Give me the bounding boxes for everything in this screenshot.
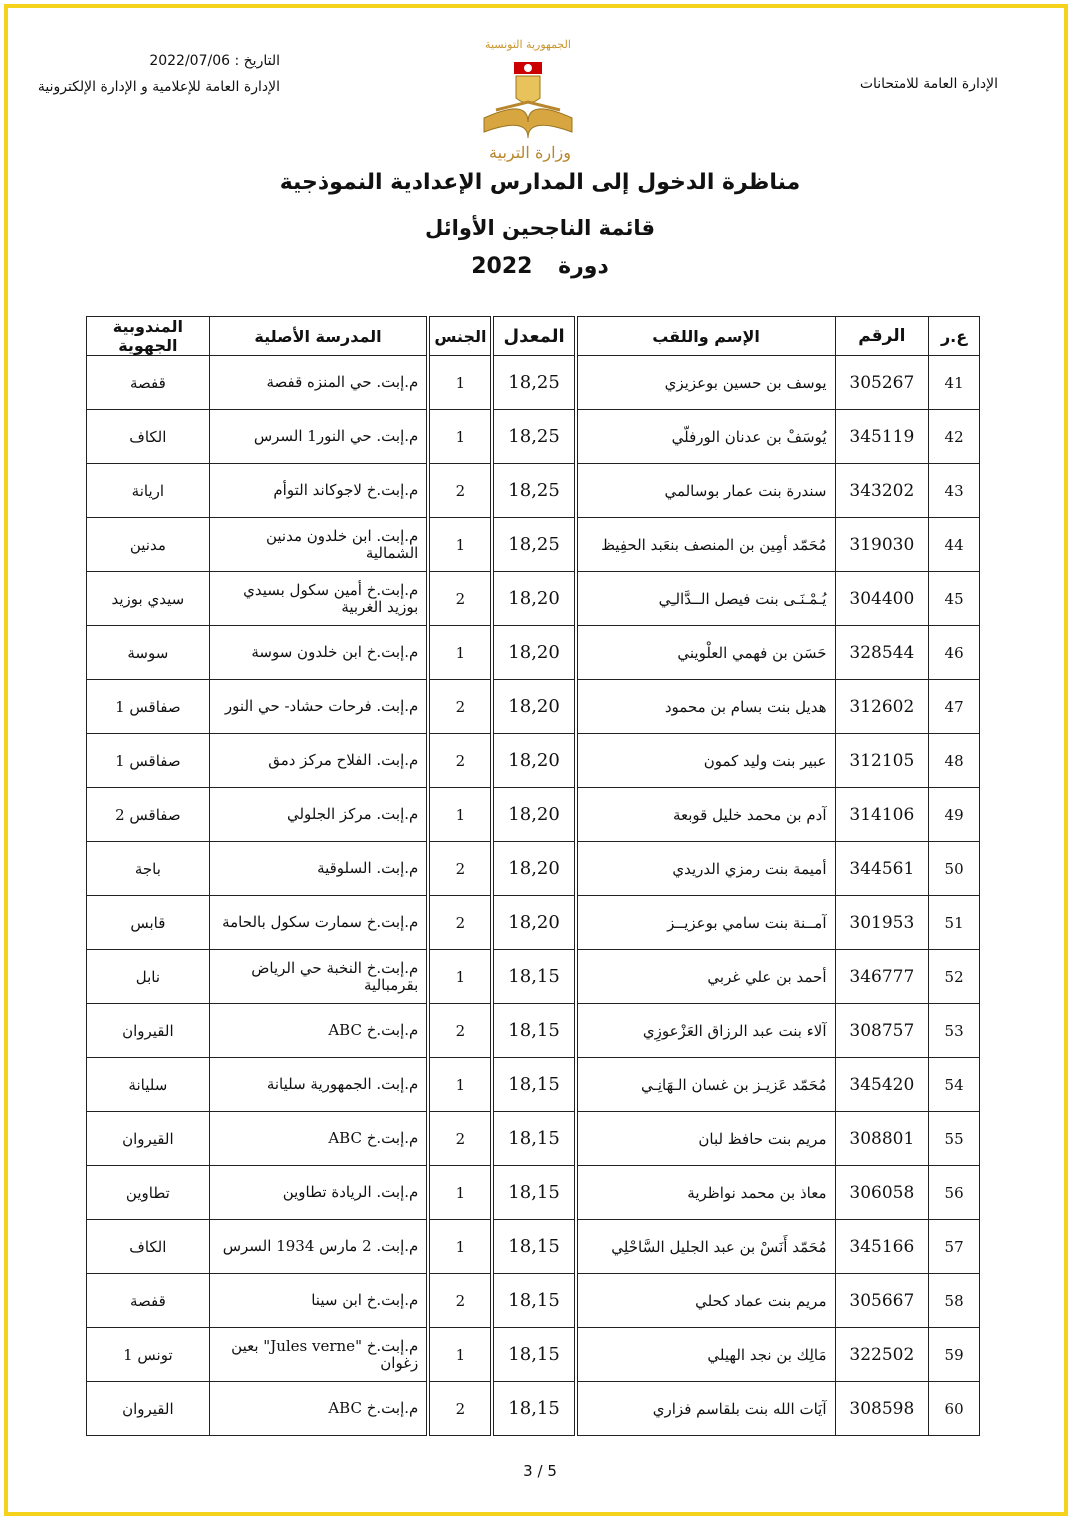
candidate-id: 345119 — [835, 410, 929, 464]
average: 18,15 — [492, 1274, 575, 1328]
candidate-id: 308598 — [835, 1382, 929, 1436]
gender: 2 — [428, 734, 492, 788]
origin-school: م.إبت.خ أمين سكول بسيدي بوزيد الغربية — [209, 572, 428, 626]
table-row — [87, 626, 980, 680]
table-row — [87, 734, 980, 788]
average: 18,25 — [492, 464, 575, 518]
list-title: قائمة الناجحين الأوائل — [425, 216, 655, 240]
student-name: أحمد بن علي غربي — [576, 950, 835, 1004]
regional-office: قفصة — [87, 1274, 210, 1328]
table-row — [87, 788, 980, 842]
average: 18,25 — [492, 518, 575, 572]
student-name: مُحَمّد أَنَسْ بن عبد الجليل السَّاحْلِي — [576, 1220, 835, 1274]
regional-office: قابس — [87, 896, 210, 950]
table-row — [87, 680, 980, 734]
candidate-id: 319030 — [835, 518, 929, 572]
average: 18,20 — [492, 626, 575, 680]
average: 18,20 — [492, 896, 575, 950]
page-current: 3 — [523, 1462, 533, 1480]
table-row — [87, 518, 980, 572]
table-row — [87, 842, 980, 896]
candidate-id: 301953 — [835, 896, 929, 950]
gender: 1 — [428, 950, 492, 1004]
document-date: التاريخ : 2022/07/06 — [149, 53, 280, 69]
gender: 1 — [428, 1058, 492, 1112]
origin-school: م.إبت.خ "Jules verne" بعين زغوان — [209, 1328, 428, 1382]
gender: 2 — [428, 842, 492, 896]
origin-school: م.إبت. ابن خلدون مدنين الشمالية — [209, 518, 428, 572]
row-num: 49 — [929, 788, 980, 842]
regional-office: تونس 1 — [87, 1328, 210, 1382]
candidate-id: 343202 — [835, 464, 929, 518]
gender: 1 — [428, 356, 492, 410]
origin-school: م.إبت.خ ABC — [209, 1112, 428, 1166]
gender: 1 — [428, 1166, 492, 1220]
session-title — [0, 254, 1080, 279]
student-name: آلاء بنت عبد الرزاق العَزْعوزِي — [576, 1004, 835, 1058]
row-num: 43 — [929, 464, 980, 518]
student-name: مريم بنت حافظ لبان — [576, 1112, 835, 1166]
gender: 2 — [428, 1274, 492, 1328]
average: 18,15 — [492, 1112, 575, 1166]
average: 18,15 — [492, 1166, 575, 1220]
origin-school: م.إبت. 2 مارس 1934 السرس — [209, 1220, 428, 1274]
regional-office: سيدي بوزيد — [87, 572, 210, 626]
table-row — [87, 410, 980, 464]
row-num: 55 — [929, 1112, 980, 1166]
table-header-row — [87, 317, 980, 356]
regional-office: صفاقس 2 — [87, 788, 210, 842]
candidate-id: 344561 — [835, 842, 929, 896]
gender: 1 — [428, 788, 492, 842]
page-separator: / — [537, 1462, 543, 1480]
regional-office: القيروان — [87, 1112, 210, 1166]
table-row — [87, 1058, 980, 1112]
header-school: المدرسة الأصلية — [209, 317, 428, 356]
row-num: 54 — [929, 1058, 980, 1112]
regional-office: باجة — [87, 842, 210, 896]
average: 18,15 — [492, 1382, 575, 1436]
gender: 1 — [428, 1220, 492, 1274]
average: 18,25 — [492, 356, 575, 410]
student-name: أميمة بنت رمزي الدريدي — [576, 842, 835, 896]
student-name: مَالِك بن نجد الهيلي — [576, 1328, 835, 1382]
student-name: يُوسَفْ بن عدنان الورفلّي — [576, 410, 835, 464]
student-name: عبير بنت وليد كمون — [576, 734, 835, 788]
header-region: المندوبية الجهوية — [87, 317, 210, 356]
gender: 2 — [428, 1004, 492, 1058]
exam-title: مناظرة الدخول إلى المدارس الإعدادية النموذجية — [279, 170, 801, 195]
regional-office: القيروان — [87, 1004, 210, 1058]
candidate-id: 322502 — [835, 1328, 929, 1382]
origin-school: م.إبت. حي المنزه قفصة — [209, 356, 428, 410]
gender: 2 — [428, 1112, 492, 1166]
table-row — [87, 1382, 980, 1436]
page-total: 5 — [547, 1462, 557, 1480]
row-num: 41 — [929, 356, 980, 410]
origin-school: م.إبت.خ ABC — [209, 1382, 428, 1436]
candidate-id: 312602 — [835, 680, 929, 734]
average: 18,20 — [492, 788, 575, 842]
exams-department: الإدارة العامة للامتحانات — [859, 76, 998, 92]
page-number — [0, 1462, 1080, 1480]
header-sex: الجنس — [428, 317, 492, 356]
regional-office: الكاف — [87, 410, 210, 464]
gender: 1 — [428, 626, 492, 680]
student-name: آدم بن محمد خليل قوبعة — [576, 788, 835, 842]
it-department: الإدارة العامة للإعلامية و الإدارة الإلكترونية — [37, 79, 280, 95]
header-name: الإسم واللقب — [576, 317, 835, 356]
candidate-id: 312105 — [835, 734, 929, 788]
row-num: 59 — [929, 1328, 980, 1382]
row-num: 51 — [929, 896, 980, 950]
regional-office: مدنين — [87, 518, 210, 572]
candidate-id: 305267 — [835, 356, 929, 410]
regional-office: سليانة — [87, 1058, 210, 1112]
regional-office: القيروان — [87, 1382, 210, 1436]
table-row — [87, 1112, 980, 1166]
results-table — [86, 316, 980, 1436]
logo-bottom-text: وزارة التربية — [489, 143, 571, 162]
header-avg: المعدل — [492, 317, 575, 356]
table-row — [87, 1274, 980, 1328]
student-name: هديل بنت بسام بن محمود — [576, 680, 835, 734]
average: 18,20 — [492, 572, 575, 626]
regional-office: الكاف — [87, 1220, 210, 1274]
table-row — [87, 896, 980, 950]
gender: 2 — [428, 1382, 492, 1436]
candidate-id: 304400 — [835, 572, 929, 626]
table-row — [87, 1328, 980, 1382]
origin-school: م.إبت.خ ABC — [209, 1004, 428, 1058]
table-row — [87, 1220, 980, 1274]
row-num: 56 — [929, 1166, 980, 1220]
header-num: ع.ر — [929, 317, 980, 356]
student-name: مريم بنت عماد كحلي — [576, 1274, 835, 1328]
candidate-id: 345166 — [835, 1220, 929, 1274]
student-name: معاذ بن محمد نواظرية — [576, 1166, 835, 1220]
row-num: 42 — [929, 410, 980, 464]
gender: 2 — [428, 896, 492, 950]
candidate-id: 308757 — [835, 1004, 929, 1058]
average: 18,25 — [492, 410, 575, 464]
student-name: آيَات الله بنت بلقاسم فزاري — [576, 1382, 835, 1436]
ministry-logo — [468, 30, 588, 170]
origin-school: م.إبت. فرحات حشاد- حي النور — [209, 680, 428, 734]
gender: 2 — [428, 680, 492, 734]
row-num: 57 — [929, 1220, 980, 1274]
gender: 1 — [428, 1328, 492, 1382]
gender: 1 — [428, 518, 492, 572]
origin-school: م.إبت. مركز الجلولي — [209, 788, 428, 842]
student-name: يُـمْـنَـى بنت فيصل الــدَّالـِي — [576, 572, 835, 626]
origin-school: م.إبت. الفلاح مركز دمق — [209, 734, 428, 788]
origin-school: م.إبت. حي النور1 السرس — [209, 410, 428, 464]
regional-office: صفاقس 1 — [87, 680, 210, 734]
average: 18,15 — [492, 1058, 575, 1112]
table-row — [87, 1004, 980, 1058]
average: 18,20 — [492, 842, 575, 896]
candidate-id: 314106 — [835, 788, 929, 842]
origin-school: م.إبت.خ لاجوكاند التوأم — [209, 464, 428, 518]
origin-school: م.إبت.خ سمارت سكول بالحامة — [209, 896, 428, 950]
average: 18,15 — [492, 1328, 575, 1382]
average: 18,15 — [492, 1004, 575, 1058]
origin-school: م.إبت.خ النخبة حي الرياض بقرمبالية — [209, 950, 428, 1004]
origin-school: م.إبت.خ ابن سينا — [209, 1274, 428, 1328]
row-num: 48 — [929, 734, 980, 788]
student-name: سندرة بنت عمار بوسالمي — [576, 464, 835, 518]
row-num: 47 — [929, 680, 980, 734]
table-row — [87, 1166, 980, 1220]
row-num: 52 — [929, 950, 980, 1004]
candidate-id: 306058 — [835, 1166, 929, 1220]
origin-school: م.إبت. الريادة تطاوين — [209, 1166, 428, 1220]
logo-top-text: الجمهورية التونسية — [485, 38, 571, 51]
average: 18,15 — [492, 950, 575, 1004]
row-num: 53 — [929, 1004, 980, 1058]
gender: 2 — [428, 464, 492, 518]
row-num: 50 — [929, 842, 980, 896]
gender: 2 — [428, 572, 492, 626]
regional-office: تطاوين — [87, 1166, 210, 1220]
header-id: الرقم — [835, 317, 929, 356]
regional-office: سوسة — [87, 626, 210, 680]
gender: 1 — [428, 410, 492, 464]
regional-office: اريانة — [87, 464, 210, 518]
row-num: 58 — [929, 1274, 980, 1328]
row-num: 46 — [929, 626, 980, 680]
regional-office: صفاقس 1 — [87, 734, 210, 788]
table-row — [87, 572, 980, 626]
student-name: يوسف بن حسين بوعزيزي — [576, 356, 835, 410]
session-year: 2022 — [471, 254, 533, 279]
header-left — [24, 48, 280, 100]
student-name: مُحَمّد أمِين بن المنصف بنعَبد الحفِيظ — [576, 518, 835, 572]
student-name: آمــنة بنت سامي بوعزيــز — [576, 896, 835, 950]
regional-office: قفصة — [87, 356, 210, 410]
average: 18,20 — [492, 734, 575, 788]
session-label: دورة — [558, 254, 609, 279]
table-row — [87, 950, 980, 1004]
student-name: مُحَمّد عَزيـز بن غسان الـهَانِـي — [576, 1058, 835, 1112]
regional-office: نابل — [87, 950, 210, 1004]
average: 18,15 — [492, 1220, 575, 1274]
row-num: 60 — [929, 1382, 980, 1436]
candidate-id: 305667 — [835, 1274, 929, 1328]
average: 18,20 — [492, 680, 575, 734]
row-num: 45 — [929, 572, 980, 626]
origin-school: م.إبت. الجمهورية سليانة — [209, 1058, 428, 1112]
row-num: 44 — [929, 518, 980, 572]
origin-school: م.إبت.خ ابن خلدون سوسة — [209, 626, 428, 680]
student-name: حَسَن بن فهمي العلْويني — [576, 626, 835, 680]
table-row — [87, 464, 980, 518]
candidate-id: 346777 — [835, 950, 929, 1004]
origin-school: م.إبت. السلوقية — [209, 842, 428, 896]
table-row — [87, 356, 980, 410]
candidate-id: 345420 — [835, 1058, 929, 1112]
candidate-id: 308801 — [835, 1112, 929, 1166]
candidate-id: 328544 — [835, 626, 929, 680]
